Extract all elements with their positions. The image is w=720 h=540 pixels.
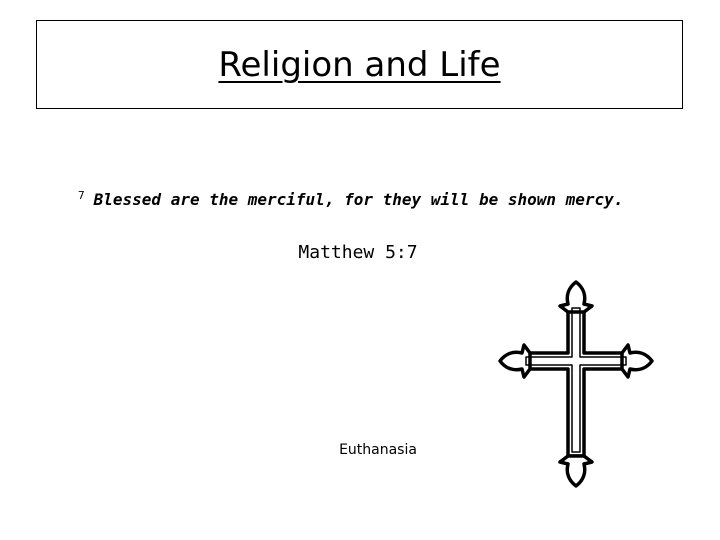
verse-number: 7: [78, 189, 85, 202]
verse-text: Blessed are the merciful, for they will be shown mercy.: [93, 190, 624, 209]
cross-icon: [496, 278, 656, 490]
topic-label: Euthanasia: [339, 442, 417, 458]
title-box: [36, 20, 683, 109]
slide-title: Religion and Life: [218, 45, 501, 85]
bible-verse: [78, 183, 623, 213]
verse-reference: Matthew 5:7: [298, 242, 418, 263]
